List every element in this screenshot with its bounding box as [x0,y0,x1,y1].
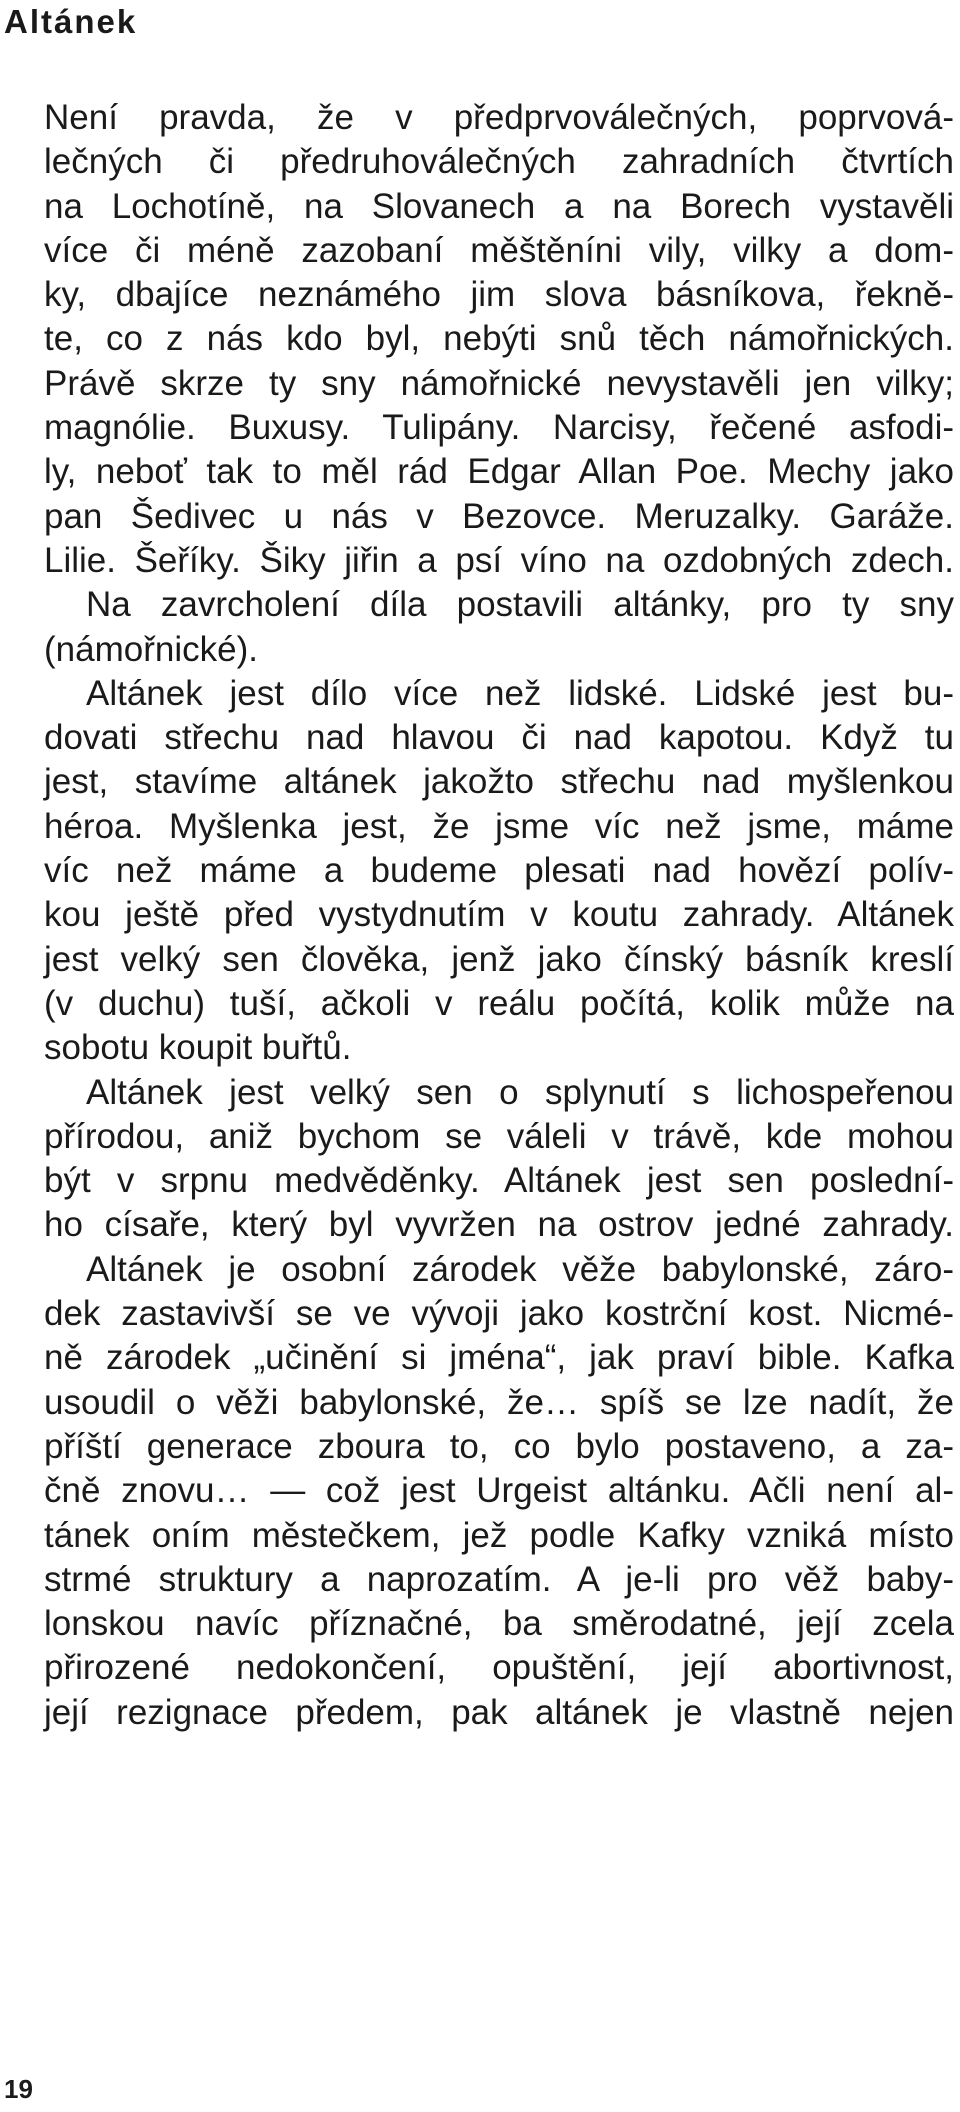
text-line: dek zastavivší se ve vývoji jako kostrční kost. Nicmé- [44,1294,954,1334]
text-line: sobotu koupit buřtů. [44,1028,352,1068]
text-line: na Lochotíně, na Slovanech a na Borech vystavěli [44,186,954,226]
text-line: ně zárodek „učinění si jména“, jak praví bible. Kafka [44,1338,954,1378]
text-line: te, co z nás kdo byl, nebýti snů těch námořnických. [44,319,954,359]
text-line: být v srpnu medvěděnky. Altánek jest sen poslední- [44,1161,954,1201]
text-line: čně znovu… — což jest Urgeist altánku. Ačli není al- [44,1471,954,1511]
text-line: jest, stavíme altánek jakožto střechu nad myšlenkou [44,762,954,802]
text-line: příští generace zboura to, co bylo postaveno, a za- [44,1426,954,1466]
text-line: její rezignace předem, pak altánek je vlastně nejen [44,1692,954,1732]
text-line: héroa. Myšlenka jest, že jsme víc než jsme, máme [44,806,954,846]
text-line: ly, neboť tak to měl rád Edgar Allan Poe. Mechy jako [44,452,954,492]
text-line: dovati střechu nad hlavou či nad kapotou. Když tu [44,718,954,758]
body-text [44,96,954,1735]
text-line: Právě skrze ty sny námořnické nevystavěli jen vilky; [44,363,954,403]
text-line: více či méně zazobaní měštěníni vily, vilky a dom- [44,230,954,270]
text-line: ky, dbajíce neznámého jim slova básníkova, řekně- [44,275,954,315]
text-line: strmé struktury a naprozatím. A je-li pro věž baby- [44,1559,954,1599]
page-number: 19 [4,2074,33,2104]
text-line: ho císaře, který byl vyvržen na ostrov jedné zahrady. [44,1205,954,1245]
text-line: Lilie. Šeříky. Šiky jiřin a psí víno na ozdobných zdech. [44,540,954,580]
text-line: Není pravda, že v předprvoválečných, poprvová- [44,98,954,137]
text-line: přírodou, aniž bychom se váleli v trávě, kde mohou [44,1116,954,1156]
text-line: (námořnické). [44,629,258,669]
text-line: tánek oním městečkem, jež podle Kafky vzniká místo [44,1515,954,1555]
text-line: víc než máme a budeme plesati nad hovězí polív- [44,851,954,891]
text-line: přirozené nedokončení, opuštění, její abortivnost, [44,1648,954,1688]
text-line: jest velký sen člověka, jenž jako čínský básník kreslí [44,939,954,979]
text-line: (v duchu) tuší, ačkoli v reálu počítá, kolik může na [44,983,954,1023]
text-line: magnólie. Buxusy. Tulipány. Narcisy, řečené asfodi- [44,408,954,448]
text-line: Altánek jest dílo více než lidské. Lidské jest bu- [86,673,954,713]
text-line: lonskou navíc příznačné, ba směrodatné, její zcela [44,1604,954,1644]
text-line: lečných či předruhoválečných zahradních čtvrtích [44,142,954,182]
text-line: Altánek jest velký sen o splynutí s lichospeřenou [86,1072,954,1112]
text-line: kou ještě před vystydnutím v koutu zahrady. Altánek [44,895,954,935]
chapter-title: Altánek [4,3,138,40]
text-line: Na zavrcholení díla postavili altánky, pro ty sny [86,585,954,625]
text-line: usoudil o věži babylonské, že… spíš se lze nadít, že [44,1382,954,1422]
text-line: Altánek je osobní zárodek věže babylonské, záro- [86,1249,954,1289]
text-line: pan Šedivec u nás v Bezovce. Meruzalky. Garáže. [44,496,954,536]
